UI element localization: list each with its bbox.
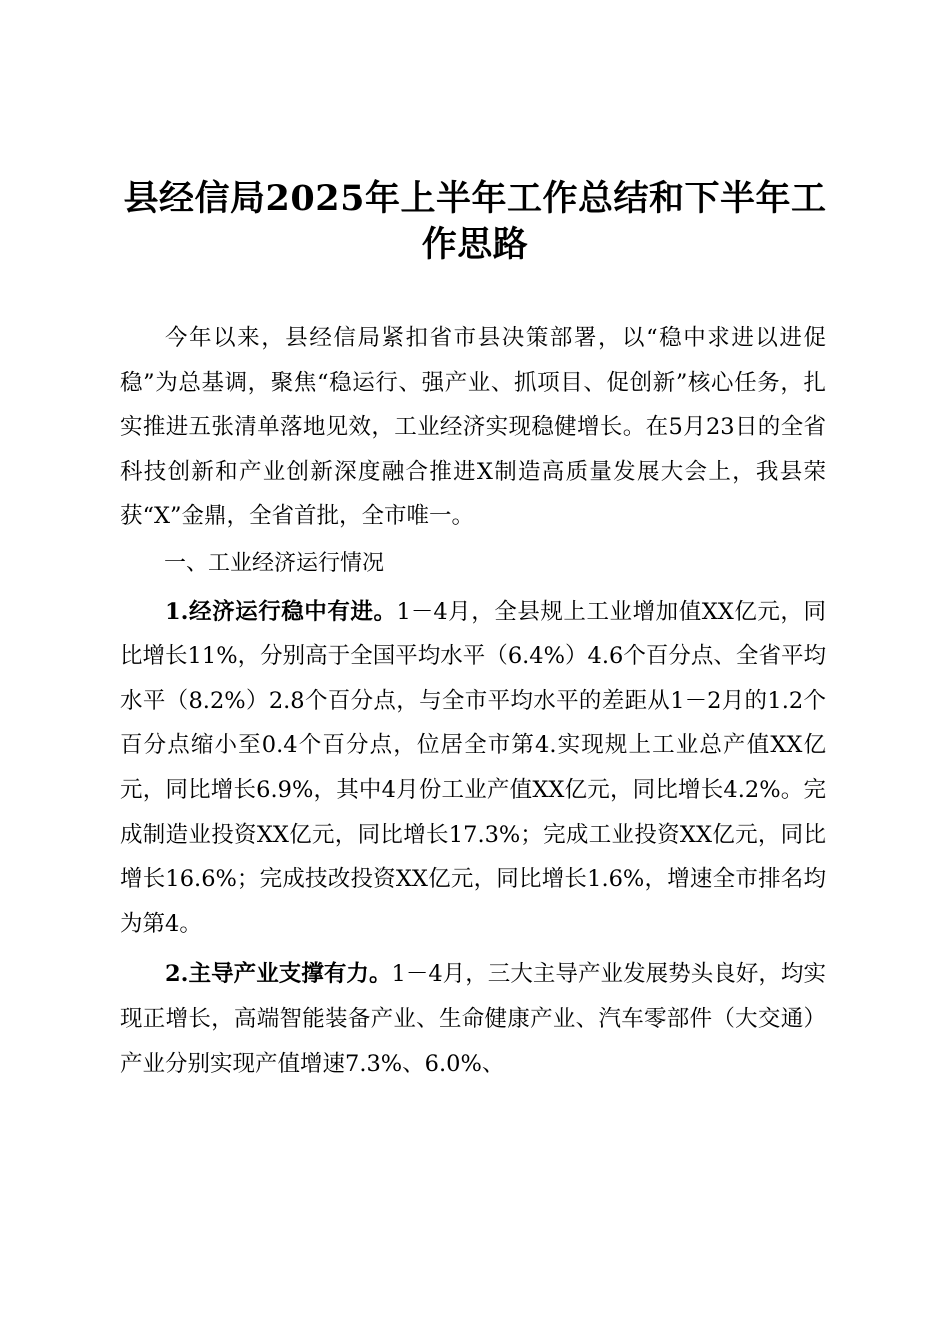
item-1-text: 1－4月，全县规上工业增加值XX亿元，同比增长11%，分别高于全国平均水平（6.4%）4.6个百分点、全省平均水平（8.2%）2.8个百分点，与全市平均水平的差距从1－2月的1.2个百分点缩小至0.4个百分点，位居全市第4.实现规上工业总产值XX亿元，同比增长6.9%，其中4月份工业产值XX亿元，同比增长4.2%。完成制造业投资XX亿元，同比增长17.3%；完成工业投资XX亿元，同比增长16.6%；完成技改投资XX亿元，同比增长1.6%，增速全市排名均为第4。 [120,598,826,937]
item-1-lead: 1.经济运行稳中有进。 [165,598,397,625]
document-body [120,316,826,1086]
item-2-text: 1－4月，三大主导产业发展势头良好，均实现正增长，高端智能装备产业、生命健康产业、汽车零部件（大交通）产业分别实现产值增速7.3%、6.0%、 [120,961,826,1077]
item-1-paragraph [120,590,826,947]
item-2-lead: 2.主导产业支撑有力。 [165,961,392,988]
section-heading-industrial-economy: 一、工业经济运行情况 [164,550,385,576]
document-title: 县经信局2025年上半年工作总结和下半年工作思路 [123,178,827,265]
item-2-paragraph [120,952,826,1086]
intro-paragraph: 今年以来，县经信局紧扣省市县决策部署，以“稳中求进以进促稳”为总基调，聚焦“稳运行、强产业、抓项目、促创新”核心任务，扎实推进五张清单落地见效，工业经济实现稳健增长。在5月23日的全省科技创新和产业创新深度融合推进X制造高质量发展大会上，我县荣获“X”金鼎，全省首批，全市唯一。 [120,325,826,530]
